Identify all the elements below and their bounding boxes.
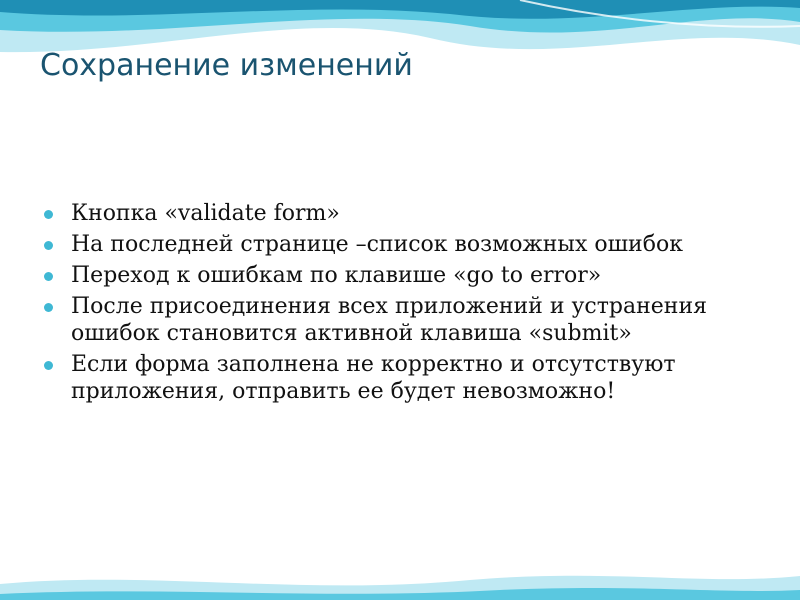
- bullet-text: Кнопка «validate form»: [71, 201, 340, 226]
- bullet-text: Переход к ошибкам по клавише «go to error»: [71, 263, 602, 288]
- bullet-dot-icon: [44, 272, 53, 281]
- bullet-dot-icon: [44, 210, 53, 219]
- bullet-text: На последней странице –список возможных ошибок: [71, 232, 683, 257]
- list-item: [44, 351, 744, 405]
- bullet-dot-icon: [44, 361, 53, 370]
- list-item: [44, 262, 744, 289]
- bullet-text: После присоединения всех приложений и устранения ошибок становится активной клавиша «submit»: [71, 294, 708, 346]
- bullet-list: [44, 200, 744, 409]
- list-item: [44, 231, 744, 258]
- bullet-text: Если форма заполнена не корректно и отсутствуют приложения, отправить ее будет невозможно!: [71, 352, 676, 404]
- bullet-dot-icon: [44, 241, 53, 250]
- list-item: [44, 200, 744, 227]
- slide-title: Сохранение изменений: [40, 48, 413, 83]
- bullet-dot-icon: [44, 303, 53, 312]
- bottom-wave-decoration: [0, 540, 800, 600]
- list-item: [44, 293, 744, 347]
